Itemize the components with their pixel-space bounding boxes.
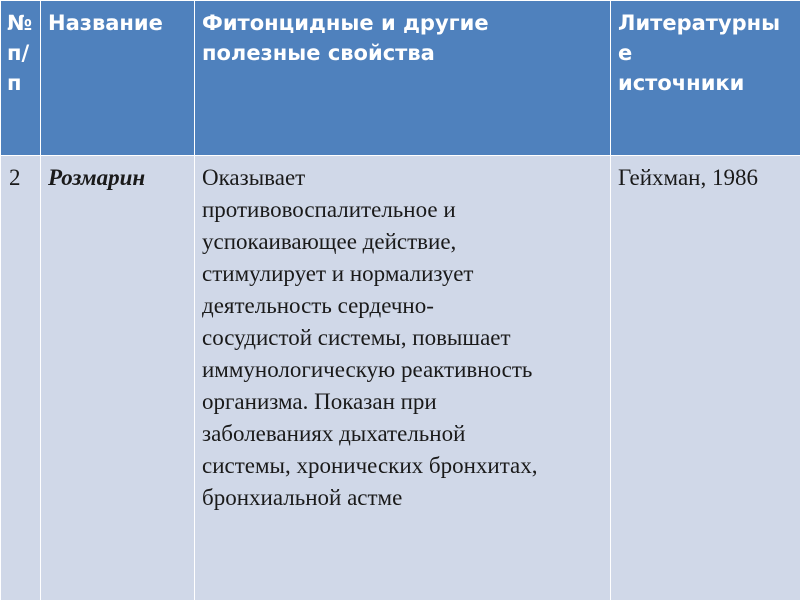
row-description — [195, 156, 611, 600]
plant-name-value: Розмарин — [48, 165, 146, 190]
description-line: стимулирует и нормализует — [202, 261, 474, 286]
header-number-line: п — [7, 71, 22, 95]
header-sources-line: источники — [618, 71, 745, 95]
header-sources-line: Литературны — [618, 11, 781, 35]
description-line: иммунологическую реактивность — [202, 357, 533, 382]
description-line: сосудистой системы, повышает — [202, 325, 511, 350]
description-line: организма. Показан при — [202, 389, 437, 414]
header-sources — [611, 1, 800, 156]
header-number-line: п/ — [7, 41, 30, 65]
description-line: Оказывает — [202, 165, 306, 190]
description-line: системы, хронических бронхитах, — [202, 453, 538, 478]
description-line: деятельность сердечно- — [202, 293, 434, 318]
table-row — [1, 156, 800, 600]
header-properties-line: полезные свойства — [202, 41, 435, 65]
header-number — [1, 1, 41, 156]
description-line: успокаивающее действие, — [202, 229, 457, 254]
table-header — [1, 1, 800, 156]
header-sources-line: е — [618, 41, 633, 65]
table-body — [1, 156, 800, 600]
header-number-line: № — [7, 11, 33, 35]
row-source — [611, 156, 800, 600]
header-row — [1, 1, 800, 156]
source-value: Гейхман, 1986 — [618, 165, 758, 190]
header-name-label: Название — [48, 11, 163, 35]
row-number-value: 2 — [9, 165, 21, 190]
row-number — [1, 156, 41, 600]
header-properties — [195, 1, 611, 156]
description-line: заболеваниях дыхательной — [202, 421, 466, 446]
description-line: бронхиальной астме — [202, 485, 403, 510]
header-name — [41, 1, 195, 156]
row-plant-name — [41, 156, 195, 600]
header-properties-line: Фитонцидные и другие — [202, 11, 489, 35]
description-line: противовоспалительное и — [202, 197, 456, 222]
